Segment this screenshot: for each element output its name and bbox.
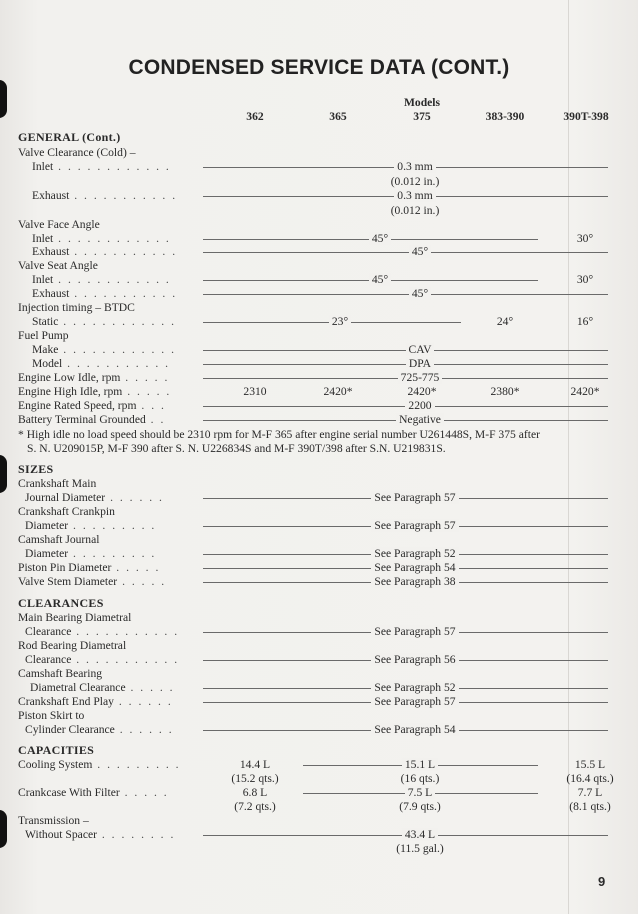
value-text: DPA bbox=[406, 357, 434, 370]
label-text: Crankshaft End Play bbox=[18, 695, 114, 708]
value-high-idle-375: 2420* bbox=[407, 385, 437, 398]
label-cam-journal-1: Camshaft Journal bbox=[18, 533, 100, 546]
value-crankcase-c-alt: (8.1 qts.) bbox=[569, 800, 611, 813]
value-text: See Paragraph 57 bbox=[371, 625, 458, 638]
label-text: Exhaust bbox=[32, 189, 70, 202]
label-crank-main: Journal Diameter . . . . . . bbox=[25, 491, 164, 504]
value-text: 43.4 L bbox=[402, 828, 438, 841]
value-text: 725-775 bbox=[398, 371, 443, 384]
value-text: 23° bbox=[329, 315, 351, 328]
label-valve-stem: Valve Stem Diameter . . . . . bbox=[18, 575, 167, 588]
page-number: 9 bbox=[598, 874, 606, 889]
value-crankcase-c: 7.7 L bbox=[577, 786, 603, 799]
label-cam-journal: Diameter . . . . . . . . . bbox=[25, 547, 157, 560]
value-vc-inlet bbox=[360, 160, 470, 173]
value-high-idle-390t-398: 2420* bbox=[570, 385, 600, 398]
label-high-idle: Engine High Idle, rpm . . . . . bbox=[18, 385, 172, 398]
label-cam-bearing-1: Camshaft Bearing bbox=[18, 667, 103, 680]
page-title: CONDENSED SERVICE DATA (CONT.) bbox=[128, 56, 510, 79]
value-rated-speed bbox=[380, 399, 460, 412]
label-fp-model: Model . . . . . . . . . . . bbox=[32, 357, 171, 370]
label-crankcase: Crankcase With Filter . . . . . bbox=[18, 786, 169, 799]
footnote-line-2: S. N. U209015P, M-F 390 after S. N. U226834S and M-F 390T/398 after S.N. U219831S. bbox=[27, 442, 446, 455]
label-text: Static bbox=[32, 315, 59, 328]
label-vsa-exhaust: Exhaust . . . . . . . . . . . bbox=[32, 287, 178, 300]
value-text: See Paragraph 52 bbox=[371, 681, 458, 694]
label-low-idle: Engine Low Idle, rpm . . . . . bbox=[18, 371, 170, 384]
label-transmission-1: Transmission – bbox=[18, 814, 89, 827]
section-capacities: CAPACITIES bbox=[18, 743, 95, 757]
value-text: 45° bbox=[369, 232, 391, 245]
value-high-idle-365: 2420* bbox=[323, 385, 353, 398]
value-vfa-exhaust bbox=[380, 245, 460, 258]
label-text: Diameter bbox=[25, 547, 69, 560]
value-text: See Paragraph 54 bbox=[371, 723, 458, 736]
binder-hole-bottom bbox=[0, 810, 7, 848]
value-vfa-inlet-a bbox=[340, 232, 420, 245]
label-text: Crankcase With Filter bbox=[18, 786, 120, 799]
value-text: 15.1 L bbox=[402, 758, 438, 771]
models-header: Models bbox=[403, 96, 441, 109]
value-text: CAV bbox=[406, 343, 435, 356]
label-text: Inlet bbox=[32, 160, 54, 173]
label-vsa-inlet: Inlet . . . . . . . . . . . . bbox=[32, 273, 171, 286]
value-text: See Paragraph 54 bbox=[371, 561, 458, 574]
model-col-390t-398: 390T-398 bbox=[563, 110, 609, 123]
label-text: Model bbox=[32, 357, 63, 370]
value-cooling-a: 14.4 L bbox=[239, 758, 271, 771]
section-sizes: SIZES bbox=[18, 462, 54, 476]
value-high-idle-383-390: 2380* bbox=[490, 385, 520, 398]
label-text: Engine High Idle, rpm bbox=[18, 385, 123, 398]
value-cam-journal bbox=[360, 547, 470, 560]
model-col-365: 365 bbox=[329, 110, 347, 123]
label-it-static: Static . . . . . . . . . . . . bbox=[32, 315, 176, 328]
value-transmission bbox=[380, 828, 460, 841]
value-text: 2200 bbox=[405, 399, 434, 412]
value-crankcase-b bbox=[380, 786, 460, 799]
model-col-375: 375 bbox=[413, 110, 431, 123]
label-text: Without Spacer bbox=[25, 828, 97, 841]
label-vfa-exhaust: Exhaust . . . . . . . . . . . bbox=[32, 245, 178, 258]
label-text: Battery Terminal Grounded bbox=[18, 413, 146, 426]
value-it-static-a bbox=[305, 315, 375, 328]
value-cooling-c-alt: (16.4 qts.) bbox=[566, 772, 614, 785]
value-text: 45° bbox=[369, 273, 391, 286]
value-vfa-inlet-b: 30° bbox=[576, 232, 594, 245]
binder-hole-middle bbox=[0, 455, 7, 493]
label-crankpin: Diameter . . . . . . . . . bbox=[25, 519, 157, 532]
value-fp-model bbox=[380, 357, 460, 370]
value-vc-exhaust-alt: (0.012 in.) bbox=[390, 204, 440, 217]
value-text: See Paragraph 57 bbox=[371, 491, 458, 504]
label-fuel-pump: Fuel Pump bbox=[18, 329, 69, 342]
label-valve-clearance: Valve Clearance (Cold) – bbox=[18, 146, 136, 159]
value-text: 0.3 mm bbox=[394, 160, 435, 173]
label-transmission: Without Spacer . . . . . . . . bbox=[25, 828, 176, 841]
model-col-362: 362 bbox=[246, 110, 264, 123]
value-crankpin bbox=[360, 519, 470, 532]
label-main-bearing: Clearance . . . . . . . . . . . bbox=[25, 625, 180, 638]
label-text: Engine Rated Speed, rpm bbox=[18, 399, 137, 412]
label-crank-main-1: Crankshaft Main bbox=[18, 477, 97, 490]
value-text: 7.5 L bbox=[405, 786, 435, 799]
label-text: Journal Diameter bbox=[25, 491, 106, 504]
label-text: Exhaust bbox=[32, 245, 70, 258]
value-rod-bearing bbox=[360, 653, 470, 666]
label-piston-skirt-1: Piston Skirt to bbox=[18, 709, 85, 722]
label-valve-seat-angle: Valve Seat Angle bbox=[18, 259, 98, 272]
value-crankcase-b-alt: (7.9 qts.) bbox=[399, 800, 441, 813]
label-text: Diametral Clearance bbox=[30, 681, 126, 694]
section-clearances: CLEARANCES bbox=[18, 596, 104, 610]
value-cam-bearing bbox=[360, 681, 470, 694]
label-valve-face-angle: Valve Face Angle bbox=[18, 218, 100, 231]
value-text: See Paragraph 56 bbox=[371, 653, 458, 666]
value-transmission-alt: (11.5 gal.) bbox=[396, 842, 444, 855]
value-vsa-inlet-a bbox=[340, 273, 420, 286]
value-text: 0.3 mm bbox=[394, 189, 435, 202]
label-text: Clearance bbox=[25, 653, 72, 666]
label-main-bearing-1: Main Bearing Diametral bbox=[18, 611, 132, 624]
value-piston-pin bbox=[360, 561, 470, 574]
value-text: See Paragraph 57 bbox=[371, 519, 458, 532]
value-piston-skirt bbox=[360, 723, 470, 736]
value-it-static-c: 16° bbox=[576, 315, 594, 328]
label-text: Exhaust bbox=[32, 287, 70, 300]
label-rod-bearing: Clearance . . . . . . . . . . . bbox=[25, 653, 180, 666]
label-text: Valve Stem Diameter bbox=[18, 575, 118, 588]
binder-hole-top bbox=[0, 80, 7, 118]
label-rated-speed: Engine Rated Speed, rpm . . . bbox=[18, 399, 166, 412]
label-text: Inlet bbox=[32, 273, 54, 286]
value-vc-inlet-alt: (0.012 in.) bbox=[390, 175, 440, 188]
value-vsa-inlet-b: 30° bbox=[576, 273, 594, 286]
value-crank-end-play bbox=[360, 695, 470, 708]
value-cooling-b bbox=[380, 758, 460, 771]
value-cooling-b-alt: (16 qts.) bbox=[400, 772, 440, 785]
label-cooling: Cooling System . . . . . . . . . bbox=[18, 758, 181, 771]
value-text: See Paragraph 38 bbox=[371, 575, 458, 588]
label-vfa-inlet: Inlet . . . . . . . . . . . . bbox=[32, 232, 171, 245]
value-valve-stem bbox=[360, 575, 470, 588]
value-text: See Paragraph 57 bbox=[371, 695, 458, 708]
label-vc-exhaust: Exhaust . . . . . . . . . . . bbox=[32, 189, 178, 202]
value-high-idle-362: 2310 bbox=[243, 385, 267, 398]
value-crankcase-a-alt: (7.2 qts.) bbox=[234, 800, 276, 813]
value-vsa-exhaust bbox=[380, 287, 460, 300]
value-low-idle bbox=[380, 371, 460, 384]
value-cooling-a-alt: (15.2 qts.) bbox=[231, 772, 279, 785]
value-text: Negative bbox=[396, 413, 444, 426]
label-piston-pin: Piston Pin Diameter . . . . . bbox=[18, 561, 161, 574]
label-crank-end-play: Crankshaft End Play . . . . . . bbox=[18, 695, 173, 708]
value-crank-main bbox=[360, 491, 470, 504]
label-text: Cylinder Clearance bbox=[25, 723, 115, 736]
value-cooling-c: 15.5 L bbox=[574, 758, 606, 771]
footnote-line-1: * High idle no load speed should be 2310 rpm for M-F 365 after engine serial number U261448S, M-F 375 after bbox=[18, 428, 540, 441]
label-injection-timing: Injection timing – BTDC bbox=[18, 301, 135, 314]
label-text: Diameter bbox=[25, 519, 69, 532]
label-crankpin-1: Crankshaft Crankpin bbox=[18, 505, 115, 518]
value-battery bbox=[380, 413, 460, 426]
label-battery: Battery Terminal Grounded . . bbox=[18, 413, 166, 426]
label-text: Engine Low Idle, rpm bbox=[18, 371, 121, 384]
label-text: Cooling System bbox=[18, 758, 93, 771]
value-vc-exhaust bbox=[360, 189, 470, 202]
label-rod-bearing-1: Rod Bearing Diametral bbox=[18, 639, 127, 652]
value-crankcase-a: 6.8 L bbox=[242, 786, 268, 799]
label-fp-make: Make . . . . . . . . . . . . bbox=[32, 343, 176, 356]
value-text: 45° bbox=[409, 287, 431, 300]
value-main-bearing bbox=[360, 625, 470, 638]
value-text: 45° bbox=[409, 245, 431, 258]
value-it-static-b: 24° bbox=[496, 315, 514, 328]
label-vc-inlet: Inlet . . . . . . . . . . . . bbox=[32, 160, 171, 173]
label-text: Piston Pin Diameter bbox=[18, 561, 112, 574]
value-fp-make bbox=[380, 343, 460, 356]
model-col-383-390: 383-390 bbox=[485, 110, 525, 123]
label-piston-skirt: Cylinder Clearance . . . . . . bbox=[25, 723, 174, 736]
label-text: Make bbox=[32, 343, 59, 356]
label-text: Inlet bbox=[32, 232, 54, 245]
label-text: Clearance bbox=[25, 625, 72, 638]
section-general: GENERAL (Cont.) bbox=[18, 130, 121, 144]
label-cam-bearing: Diametral Clearance . . . . . bbox=[30, 681, 175, 694]
value-text: See Paragraph 52 bbox=[371, 547, 458, 560]
